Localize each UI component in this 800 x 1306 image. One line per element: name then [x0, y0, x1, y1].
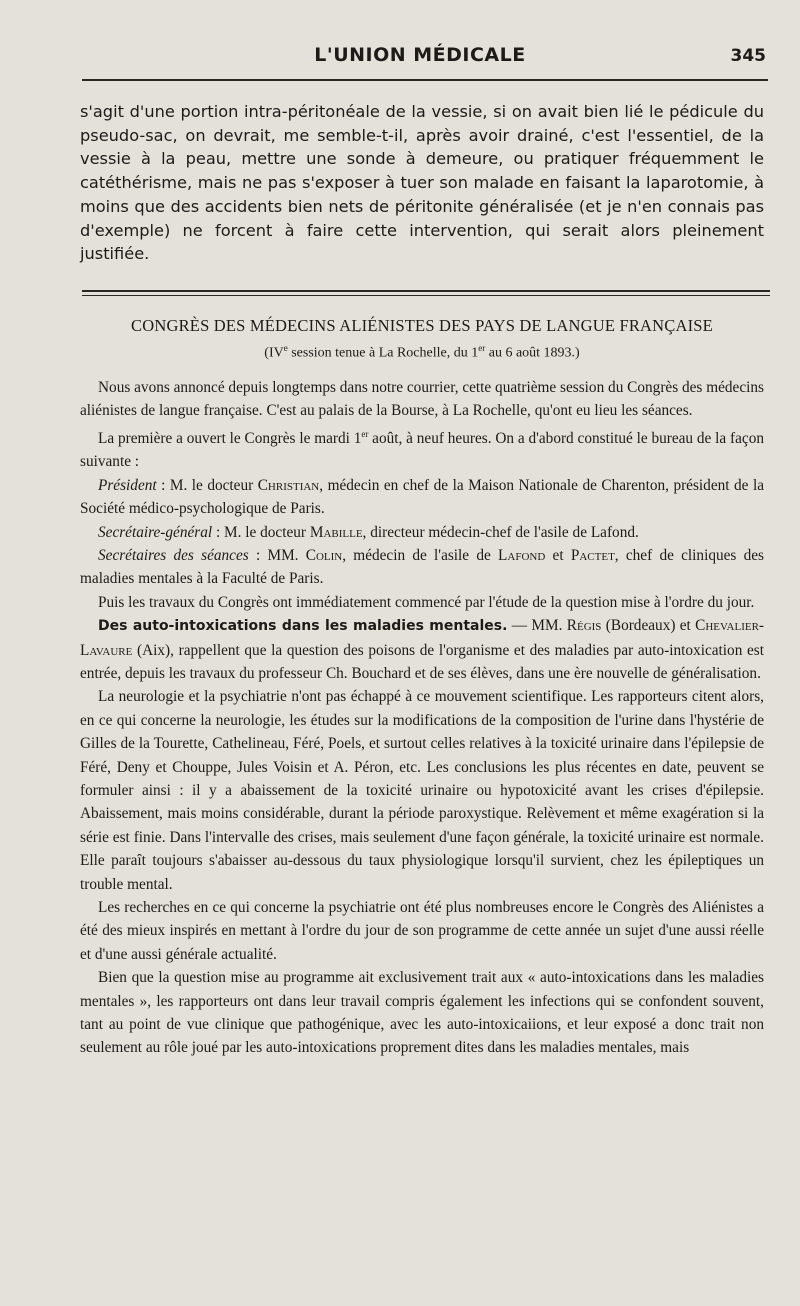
text-run: La première a ouvert le Congrès le mardi 1	[98, 429, 362, 447]
section-rule-top	[82, 290, 770, 292]
text-run: : M. le docteur	[212, 523, 310, 541]
subtitle-superscript: e	[283, 343, 288, 353]
role-label: Secrétaires des séances	[98, 546, 249, 564]
paragraph: Les recherches en ce qui concerne la psychiatrie ont été plus nombreuses encore le Congrès des Aliénistes a été des mieux inspirés en mettant à l'ordre du jour de son programme de cette année un sujet d'une aussi réelle et d'une aussi générale actualité.	[80, 899, 764, 963]
text-run: , chef de cliniques des maladies mentales à la Faculté de Paris.	[80, 546, 764, 588]
subtitle-part: session tenue à La Rochelle, du 1	[287, 345, 479, 361]
journal-title: L'UNION MÉDICALE	[314, 44, 526, 66]
paragraph	[80, 423, 764, 474]
person-name: Chevalier-Lavaure	[80, 617, 765, 659]
paragraph: Puis les travaux du Congrès ont immédiatement commencé par l'étude de la question mise à l'ordre du jour.	[98, 593, 755, 611]
page-number: 345	[730, 46, 766, 66]
paragraph	[80, 544, 764, 591]
paragraph	[80, 474, 764, 521]
paragraph: Bien que la question mise au programme ait exclusivement trait aux « auto-intoxications dans les maladies mentales », les rapporteurs ont dans leur travail compris également les infections qui se confondent souvent, tant au point de vue clinique que pathogénique, avec les auto-intoxicaiions, et leur exposé a donc trait non seulement au rôle joué par les auto-intoxications proprement dites dans les maladies mentales, mais	[80, 969, 764, 1057]
section-rule-bottom	[82, 295, 770, 296]
text-run: , médecin de l'asile de	[342, 546, 499, 564]
header-rule	[82, 79, 768, 81]
paragraph: Nous avons annoncé depuis longtemps dans notre courrier, cette quatrième session du Congrès des médecins aliénistes de langue française. C'est au palais de la Bourse, à La Rochelle, qu'ont eu lieu les séances.	[80, 379, 764, 420]
running-header	[0, 44, 800, 74]
person-name: Mabille	[309, 523, 363, 541]
section-heading: Des auto-intoxications dans les maladies mentales.	[98, 618, 508, 635]
place-name: Lafond	[498, 546, 546, 564]
person-name: Colin	[305, 546, 343, 564]
person-name: Christian	[257, 476, 320, 494]
paragraph: La neurologie et la psychiatrie n'ont pas échappé à ce mouvement scientifique. Les rapporteurs citent alors, en ce qui concerne la neurologie, les études sur la modifications de la composition de l'urine dans l'hystérie de Gilles de la Tourette, Cathelineau, Féré, Poels, et surtout celles relatives à la toxicité urinaire dans l'épilepsie de Féré, Deny et Chouppe, Jules Voisin et A. Péron, etc. Les conclusions les plus récentes en date, peuvent se formuler ainsi : il y a abaissement de la toxicité urinaire ou hypotoxicité avant les crises d'épilepsie. Abaissement, mais moins considérable, durant la période paroxystique. Relèvement et même exagération si la série est finie. Dans l'intervalle des crises, mais seulement d'une façon générale, la toxicité urinaire est normale. Elle paraît toujours s'abaisser au-dessous du taux physiologique lorsqu'il survient, chez les épileptiques un trouble mental.	[80, 688, 764, 893]
text-run: (Bordeaux) et	[601, 617, 696, 635]
text-run: (Aix), rappellent que la question des poisons de l'organisme et des maladies par auto-intoxication est entrée, depuis les travaux du professeur Ch. Bouchard et de ses élèves, dans une ère nouvelle de généralisation.	[80, 641, 764, 682]
text-run: : M. le docteur	[156, 476, 258, 494]
subtitle-part: (IV	[264, 345, 284, 361]
paragraph	[80, 521, 764, 544]
article-body	[80, 376, 764, 1060]
text-run: , médecin en chef de la Maison Nationale de Charenton, président de la Société médico-psychologique de Paris.	[80, 476, 764, 518]
person-name: Régis	[566, 617, 602, 635]
text-run: : MM.	[248, 546, 306, 564]
role-label: Secrétaire-général	[98, 523, 213, 541]
continued-paragraph	[80, 100, 764, 266]
subtitle-superscript: er	[478, 343, 486, 353]
subtitle-part: au 6 août 1893.)	[485, 345, 580, 361]
paragraph	[80, 614, 764, 685]
role-label: Président	[98, 476, 157, 494]
text-run: — MM.	[507, 617, 567, 635]
intro-text: s'agit d'une portion intra-péritonéale de la vessie, si on avait bien lié le pédicule du pseudo-sac, on devrait, me semble-t-il, après avoir drainé, c'est l'essentiel, de la vessie à la peau, mettre une sonde à demeure, ou pratiquer fréquemment le catéthérisme, mais ne pas s'exposer à tuer son malade en faisant la laparotomie, à moins que des accidents bien nets de péritonite généralisée (et je n'en connais pas d'exemple) ne forcent à faire cette intervention, qui serait alors pleinement justifiée.	[80, 102, 764, 264]
person-name: Pactet	[570, 546, 615, 564]
text-run: août, à neuf heures. On a d'abord constitué le bureau de la façon suivante :	[80, 429, 764, 471]
article-subtitle	[80, 343, 764, 362]
superscript: er	[361, 428, 369, 439]
text-run: et	[545, 546, 571, 564]
article-title: CONGRÈS DES MÉDECINS ALIÉNISTES DES PAYS DE LANGUE FRANÇAISE	[131, 316, 713, 335]
text-run: , directeur médecin-chef de l'asile de Lafond.	[362, 523, 639, 541]
